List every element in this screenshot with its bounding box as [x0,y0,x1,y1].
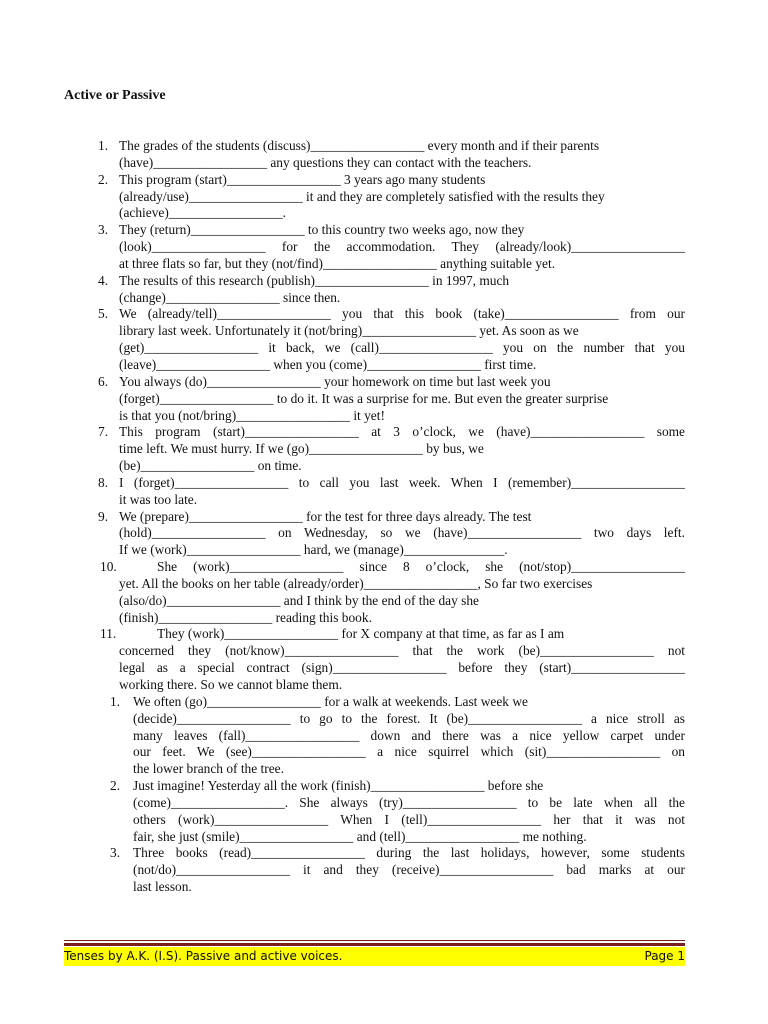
exercise-line: (forget)_________________ to do it. It was a surprise for me. But even the greater surprise [119,390,609,406]
extra-exercise-item [110,778,685,845]
footer-bar [64,947,685,966]
extra-exercise-item [110,845,685,896]
exercise-item [98,138,685,172]
exercise-line: This program (start)_________________ at 3 o’clock, we (have)_________________ some [119,424,685,440]
exercise-item [98,373,685,425]
exercise-line: (decide)_________________ to go to the forest. It (be)_________________ a nice stroll as [133,710,685,726]
exercise-line: library last week. Unfortunately it (not/bring)_________________ yet. As soon as we [119,323,579,339]
exercise-line: Just imagine! Yesterday all the work (finish)_________________ before she [133,778,544,794]
exercise-item [98,306,685,373]
page-number: Page 1 [644,949,685,963]
exercise-line: (be)_________________ on time. [119,458,302,474]
exercise-line: working there. So we cannot blame them. [119,677,343,692]
exercise-list [98,138,685,896]
exercise-line: legal as a special contract (sign)_________________ before they (start)_________________ [119,660,685,676]
page-title: Active or Passive [64,88,166,103]
exercise-item [98,474,685,509]
exercise-number: 10. [100,559,117,575]
exercise-number: 5. [98,306,109,322]
exercise-line: (come)_________________. She always (try)_________________ to be late when all the [133,794,685,810]
exercise-line: If we (work)_________________ hard, we (manage)_______________. [119,542,508,558]
exercise-line: (not/do)_________________ it and they (receive)_________________ bad marks at our [133,862,685,878]
exercise-number: 11. [100,626,117,642]
exercise-number: 9. [98,508,109,524]
exercise-item [100,559,685,626]
exercise-number: 1. [98,138,109,153]
exercise-line: fair, she just (smile)_________________ and (tell)_________________ me nothing. [133,828,587,844]
exercise-line: (leave)_________________ when you (come)_________________ first time. [119,356,537,372]
exercise-line: is that you (not/bring)_________________ it yet! [119,407,385,423]
footer-rule-thick [64,943,685,946]
exercise-item [98,424,685,475]
exercise-line: (also/do)_________________ and I think by the end of the day she [119,592,479,608]
exercise-line: (finish)_________________ reading this book. [119,609,372,625]
exercise-line: many leaves (fall)_________________ down and there was a nice yellow carpet under [133,727,685,743]
exercise-line: others (work)_________________ When I (tell)_________________ her that it was not [133,811,685,827]
exercise-line: The grades of the students (discuss)_________________ every month and if their parents [119,138,600,153]
exercise-number: 8. [98,474,109,490]
exercise-line: (already/use)_________________ it and they are completely satisfied with the results they [119,188,605,204]
exercise-item [98,171,685,223]
exercise-item [98,272,685,307]
exercise-item [100,626,685,693]
footer-rule-thin [64,940,685,941]
exercise-line: This program (start)_________________ 3 years ago many students [119,171,486,187]
exercise-line: They (work)_________________ for X company at that time, as far as I am [157,626,565,642]
exercise-line: She (work)_________________ since 8 o’clock, she (not/stop)_________________ [157,559,685,575]
exercise-line: (change)_________________ since then. [119,289,341,305]
exercise-line: time left. We must hurry. If we (go)_________________ by bus, we [119,441,484,457]
exercise-number: 3. [98,222,109,238]
exercise-number: 7. [98,424,109,440]
exercise-line: Three books (read)_________________ during the last holidays, however, some students [133,845,685,861]
exercise-line: (get)_________________ it back, we (call)_________________ you on the number that you [119,340,685,356]
exercise-number: 2. [110,778,121,794]
exercise-line: We often (go)_________________ for a walk at weekends. Last week we [133,693,528,709]
exercise-line: (hold)_________________ on Wednesday, so we (have)_________________ two days left. [119,525,685,541]
exercise-line: concerned they (not/know)_________________ that the work (be)_________________ not [119,643,685,659]
exercise-line: yet. All the books on her table (already/order)_________________, So far two exercises [119,575,593,591]
exercise-line: last lesson. [133,879,192,895]
exercise-line: (look)_________________ for the accommodation. They (already/look)_________________ [119,239,685,255]
exercise-line: They (return)_________________ to this country two weeks ago, now they [119,222,525,238]
exercise-line: (have)_________________ any questions they can contact with the teachers. [119,154,532,170]
exercise-line: We (already/tell)_________________ you that this book (take)_________________ from our [119,306,685,322]
exercise-number: 6. [98,373,109,389]
exercise-number: 3. [110,845,121,861]
exercise-line: You always (do)_________________ your homework on time but last week you [119,373,551,389]
exercise-item [98,508,685,560]
exercise-number: 2. [98,171,109,187]
exercise-line: it was too late. [119,491,198,507]
exercise-number: 1. [110,693,121,709]
footer-text: Tenses by A.K. (I.S). Passive and active voices. [64,949,343,963]
exercise-number: 4. [98,272,109,288]
exercise-line: the lower branch of the tree. [133,761,284,777]
exercise-line: I (forget)_________________ to call you last week. When I (remember)_________________ [119,474,685,490]
exercise-item [98,222,685,273]
extra-exercise-item [110,693,685,778]
exercise-line: We (prepare)_________________ for the test for three days already. The test [119,508,532,524]
exercise-line: (achieve)_________________. [119,205,286,221]
exercise-line: at three flats so far, but they (not/find)_________________ anything suitable yet. [119,255,556,271]
exercise-line: The results of this research (publish)_________________ in 1997, much [119,272,510,288]
exercise-line: our feet. We (see)_________________ a nice squirrel which (sit)_________________ on [133,744,685,760]
